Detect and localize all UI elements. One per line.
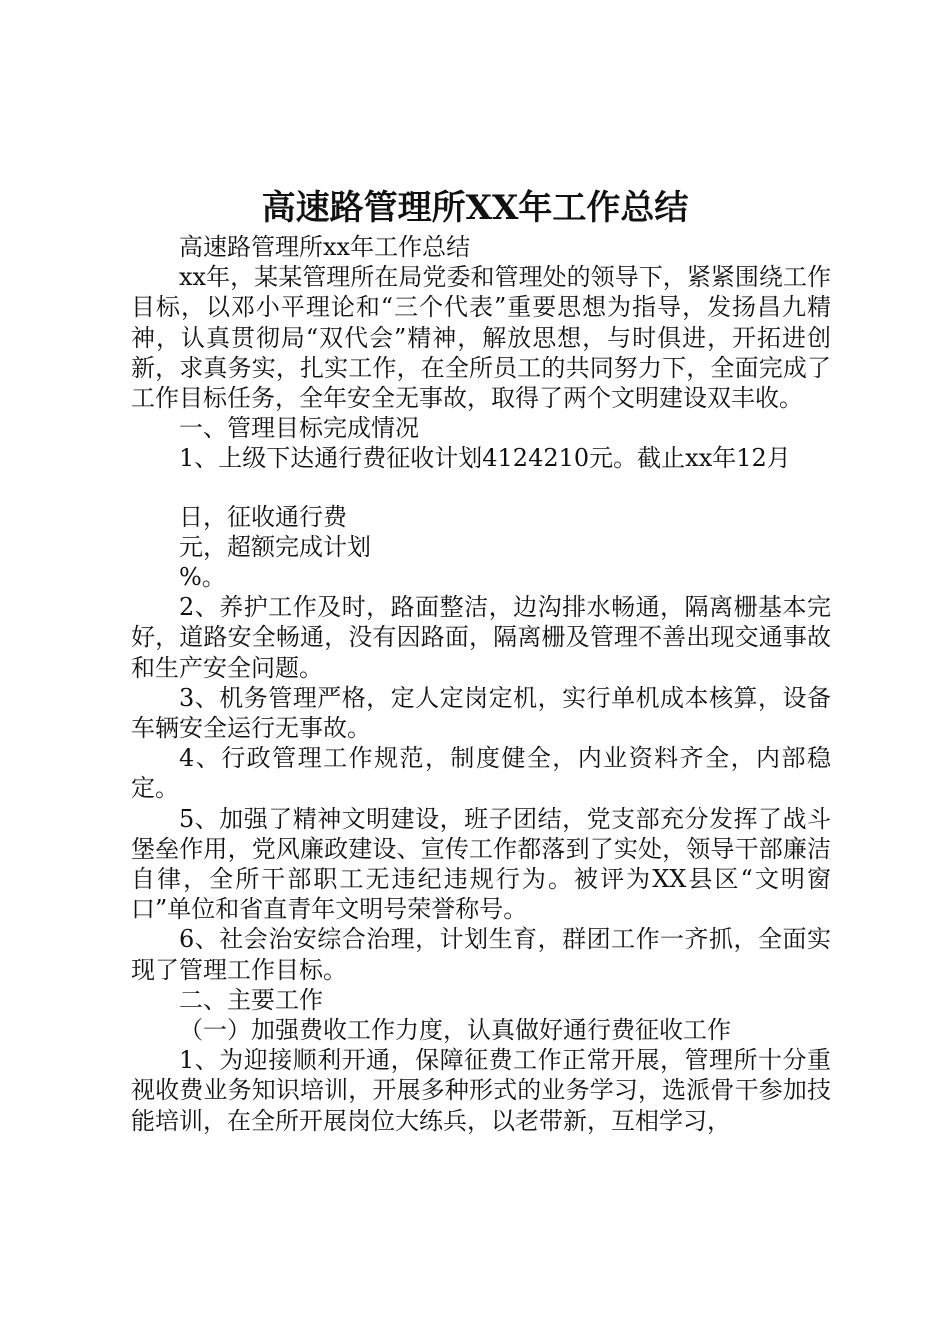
paragraph: 4、行政管理工作规范，制度健全，内业资料齐全，内部稳定。	[131, 744, 831, 803]
paragraph: 高速路管理所xx年工作总结	[179, 233, 471, 261]
document-title: 高速路管理所XX年工作总结	[261, 188, 689, 228]
paragraph: %。	[179, 563, 226, 592]
paragraph: 3、机务管理严格，定人定岗定机，实行单机成本核算，设备车辆安全运行无事故。	[131, 683, 831, 743]
section-heading: 一、管理目标完成情况	[179, 414, 419, 443]
paragraph: 1、上级下达通行费征收计划4124210元。截止xx年12月	[179, 444, 791, 473]
paragraph: 6、社会治安综合治理，计划生育，群团工作一齐抓，全面实现了管理工作目标。	[131, 925, 831, 984]
paragraph: 5、加强了精神文明建设，班子团结，党支部充分发挥了战斗堡垒作用，党风廉政建设、宣传工作都落到了实处，领导干部廉洁自律，全所干部职工无违纪违规行为。被评为XX县区“文明窗口”单位和省直青年文明号荣誉称号。	[131, 804, 831, 924]
paragraph: 日，征收通行费	[179, 502, 347, 531]
paragraph: 元，超额完成计划	[179, 532, 371, 561]
paragraph: 1、为迎接顺利开通，保障征费工作正常开展，管理所十分重视收费业务知识培训，开展多种形式的业务学习，选派骨干参加技能培训，在全所开展岗位大练兵，以老带新，互相学习，	[131, 1046, 831, 1135]
subsection-heading: （一）加强费收工作力度，认真做好通行费征收工作	[179, 1016, 731, 1045]
paragraph: 2、养护工作及时，路面整洁，边沟排水畅通，隔离栅基本完好，道路安全畅通，没有因路面，隔离栅及管理不善出现交通事故和生产安全问题。	[131, 593, 831, 682]
document-body	[131, 232, 831, 1136]
section-heading: 二、主要工作	[179, 985, 323, 1014]
paragraph: xx年，某某管理所在局党委和管理处的领导下，紧紧围绕工作目标，以邓小平理论和“三个代表”重要思想为指导，发扬昌九精神，认真贯彻局“双代会”精神，解放思想，与时俱进，开拓进创新，求真务实，扎实工作，在全所员工的共同努力下，全面完成了工作目标任务，全年安全无事故，取得了两个文明建设双丰收。	[131, 263, 831, 413]
